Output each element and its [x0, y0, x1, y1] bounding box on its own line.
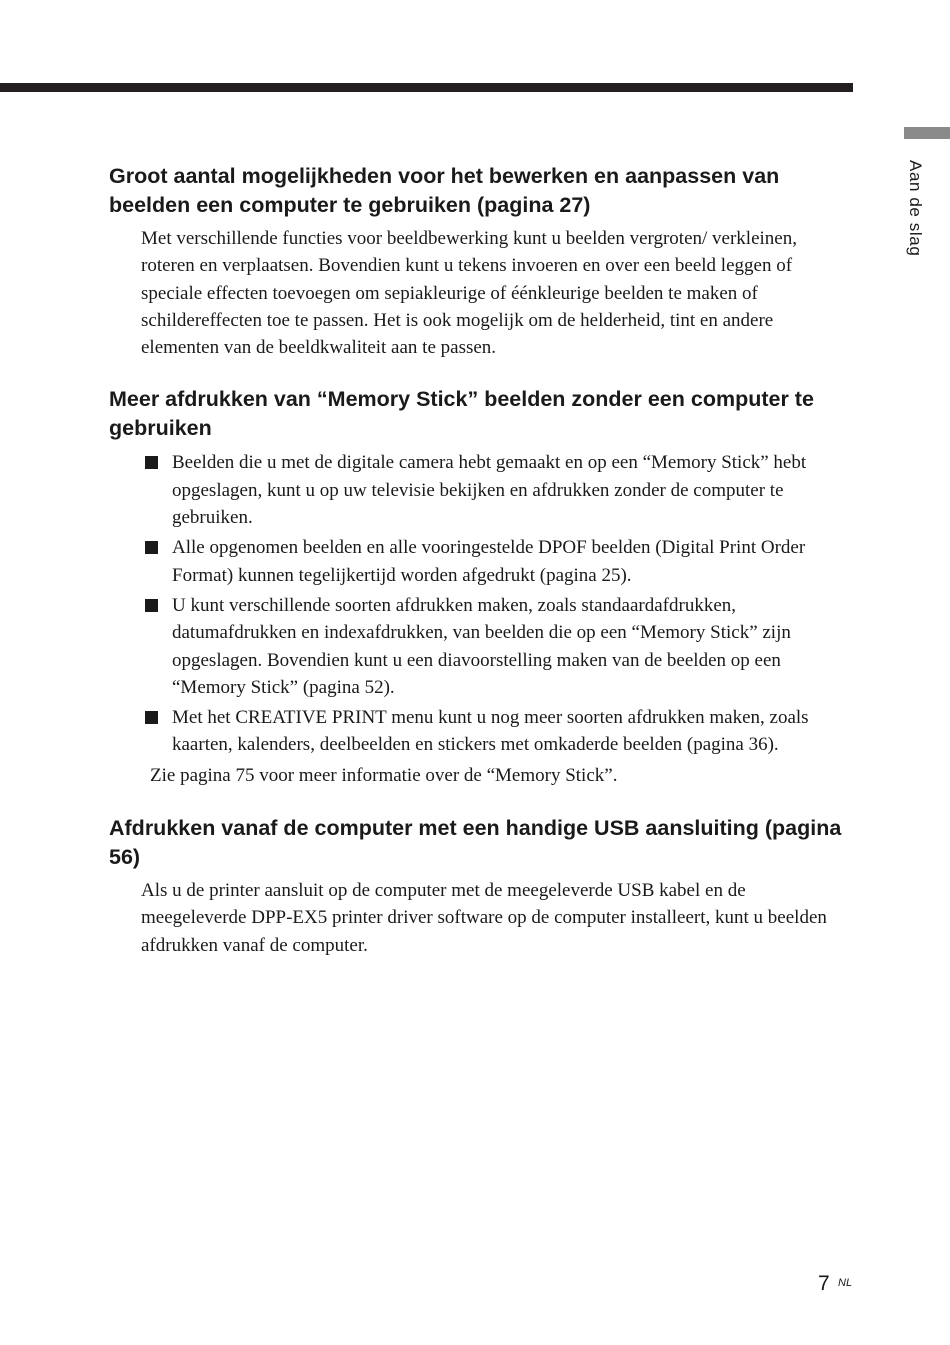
reference-note: Zie pagina 75 voor meer informatie over de “Memory Stick”. — [150, 764, 618, 786]
square-bullet-icon — [145, 541, 158, 554]
language-code: NL — [838, 1277, 853, 1289]
list-item-text: Alle opgenomen beelden en alle vooringestelde DPOF beelden (Digital Print Order Format) kunnen tegelijkertijd worden afgedrukt (pagina 25). — [172, 537, 806, 586]
section-editing — [109, 162, 854, 361]
section-body: Als u de printer aansluit op de computer met de meegeleverde USB kabel en de meegeleverde DPP-EX5 printer driver software op de computer installeert, kunt u beelden afdrukken vanaf de computer. — [141, 880, 827, 956]
list-item — [143, 534, 854, 589]
list-item-text: Beelden die u met de digitale camera hebt gemaakt en op een “Memory Stick” hebt opgeslagen, kunt u op uw televisie bekijken en afdrukken zonder de computer te gebruiken. — [172, 452, 807, 529]
list-item — [143, 592, 854, 701]
section-tab-marker — [904, 127, 950, 139]
square-bullet-icon — [145, 599, 158, 612]
top-rule — [0, 83, 853, 92]
page-number: 7 — [818, 1272, 830, 1295]
square-bullet-icon — [145, 711, 158, 724]
list-item — [143, 449, 854, 531]
list-item-text: U kunt verschillende soorten afdrukken maken, zoals standaardafdrukken, datumafdrukken en indexafdrukken, van beelden die op een “Memory Stick” zijn opgeslagen. Bovendien kunt u een diavoorstelling maken van de beelden op een “Memory Stick” (pagina 52). — [172, 594, 791, 698]
list-item — [143, 704, 854, 759]
section-heading: Afdrukken vanaf de computer met een handige USB aansluiting (pagina 56) — [109, 816, 842, 869]
list-item-text: Met het CREATIVE PRINT menu kunt u nog meer soorten afdrukken maken, zoals kaarten, kalenders, deelbeelden en stickers met omkaderde beelden (pagina 36). — [172, 707, 809, 756]
bullet-list — [143, 449, 854, 758]
square-bullet-icon — [145, 456, 158, 469]
section-body: Met verschillende functies voor beeldbewerking kunt u beelden vergroten/ verkleinen, roteren en verplaatsen. Bovendien kunt u tekens invoeren en over een beeld leggen of speciale effecten toevoegen om sepiakleurige of éénkleurige beelden te maken of schildereffecten toe te passen. Het is ook mogelijk om de helderheid, tint en andere elementen van de beeldkwaliteit aan te passen. — [141, 228, 797, 359]
page-content — [109, 162, 854, 959]
section-memory-stick — [109, 385, 854, 789]
section-heading: Groot aantal mogelijkheden voor het bewerken en aanpassen van beelden een computer te gebruiken (pagina 27) — [109, 164, 780, 217]
section-usb — [109, 814, 854, 959]
side-tab-label: Aan de slag — [906, 160, 925, 257]
section-heading: Meer afdrukken van “Memory Stick” beelden zonder een computer te gebruiken — [109, 387, 814, 440]
